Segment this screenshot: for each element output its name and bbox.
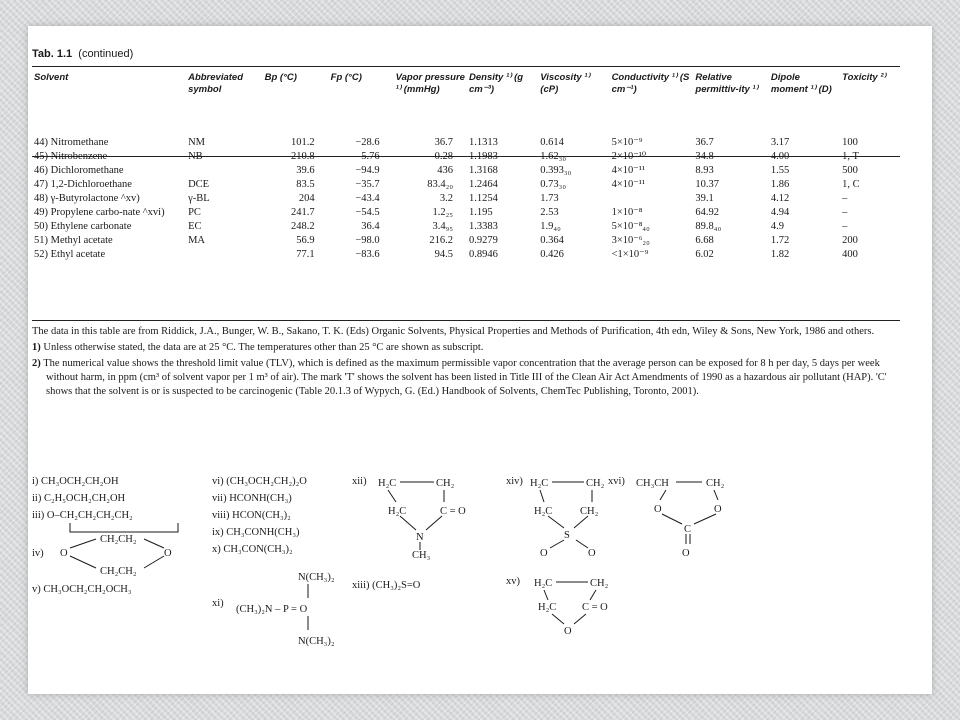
structure-xi-label: xi) [212,598,224,609]
atom-n: N [416,532,424,543]
atom-o: O [564,626,572,637]
structure-iv-top: CH₂CH₂ [100,534,137,545]
table-cell: 1.1313 [469,137,498,148]
structure-xi-bottom: N(CH₃)₂ [298,636,335,647]
solvent-name-cell: 45) Nitrobenzene [34,151,108,162]
table-row [32,192,900,206]
table-cell: 36.4 [361,221,380,232]
atom-c-carbonyl: C = O [582,602,608,613]
table-cell: MA [188,235,206,246]
atom-ch2: CH₂ [586,478,605,489]
table-cell: 216.2 [429,235,453,246]
table-cell: 200 [842,235,858,246]
table-cell: 8.93 [695,165,714,176]
column-header: Toxicity ²⁾ [842,72,886,83]
table-cell: 1.3168 [469,165,498,176]
footnote-2-text: The numerical value shows the threshold limit value (TLV), which is defined as the maximum permissible vapor concentration that the average person can be exposed for 8 h per day, 5 days per week without harm, in ppm (cm³ of solvent vapor per 1 m³ of air). The mark 'T' shows the solvent has been listed in Title III of the Clean Air Act Amendments of 1990 as a hazardous air pollutant (HAP). 'C' shows that the solvent is or is suspected to be carcinogenic (Table 20.1.3 of Wypych, G. (Ed.) Handbook of Solvents, ChemTec Publishing, Toronto, 2001). [43,358,887,397]
table-cell: 4.00 [770,151,790,162]
table-cell: 0.364 [540,235,564,246]
table-cell: 204 [298,193,315,204]
solvent-name-cell: 52) Ethyl acetate [34,249,106,260]
table-cell: −28.6 [355,137,380,148]
atom-h2c: H₂C [530,478,549,489]
atom-c: C [684,524,692,535]
table-cell: −54.5 [355,207,380,218]
table-cell: 0.28 [434,151,453,162]
table-cell: −43.4 [355,193,380,204]
structure-xi-left: (CH₃)₂N – P = O [236,604,308,615]
atom-o-left: O [60,548,68,559]
table-cell: 0.73₃₀ [540,179,566,190]
structure-v: v) CH₃OCH₂CH₂OCH₃ [32,584,132,595]
table-cell: 1.1254 [469,193,498,204]
column-header: Conductivity ¹⁾ (S cm⁻¹) [611,72,690,95]
table-cell: 436 [437,165,453,176]
table-caption-suffix: (continued) [78,48,134,60]
atom-h2c: H₂C [534,578,553,589]
structure-xvi-propylene-carbonate [636,468,756,568]
table-row [32,206,900,220]
table-cell: 4×10⁻¹¹ [611,165,646,176]
table-cell: 89.8₄₀ [695,221,722,232]
table-cell: 2×10⁻¹⁰ [611,151,647,162]
solvent-name-cell: 51) Methyl acetate [34,235,113,246]
structure-iv-label: iv) [32,548,44,559]
table-cell: NB [188,151,203,162]
table-cell: 3.17 [770,137,790,148]
table-cell: 39.6 [296,165,315,176]
table-cell: −94.9 [355,165,380,176]
table-cell: 36.7 [434,137,453,148]
atom-s: S [564,530,570,541]
solvent-table-wrapper [32,68,900,262]
table-cell: 3.4₉₅ [432,221,453,232]
structure-iv-dioxane [56,532,186,582]
atom-o-carbonyl: O [682,548,690,559]
atom-h2c: H₂C [378,478,397,489]
table-cell: 83.5 [296,179,315,190]
solvent-name-cell: 49) Propylene carbo-nate ^xvi) [34,207,165,218]
table-body [32,128,900,262]
table-header-row [32,68,900,128]
solvent-name-cell: 44) Nitromethane [34,137,109,148]
structure-formulas [28,440,904,670]
table-cell: – [842,221,848,232]
table-cell: 2.53 [540,207,559,218]
table-cell: 5.76 [361,151,380,162]
column-header: Fp (°C) [330,72,362,83]
table-cell: <1×10⁻⁹ [611,249,649,260]
footnote-1 [32,341,898,355]
structure-xv-label: xv) [506,576,520,587]
structure-xi-top: N(CH₃)₂ [298,572,335,583]
table-row [32,234,900,248]
atom-ch2-lower: CH₂ [580,506,599,517]
table-cell [186,248,263,262]
table-row [32,178,900,192]
column-header: Dipole moment ¹⁾ (D) [770,72,832,95]
solvent-name-cell: 48) γ-Butyrolactone ^xv) [34,193,140,204]
table-cell: 0.393₃₀ [540,165,572,176]
table-cell: 4.12 [770,193,790,204]
table-cell: 64.92 [695,207,720,218]
table-bottom-rule [32,320,900,321]
table-cell: 83.4₂₀ [427,179,453,190]
atom-ch2: CH₂ [590,578,609,589]
table-notes [32,325,898,401]
structure-xii-nmp [378,468,488,561]
column-header: Density ¹⁾ (g cm⁻³) [469,72,524,95]
table-row [32,164,900,178]
structure-xvi-label: xvi) [608,476,625,487]
structure-iv-bottom: CH₂CH₂ [100,566,137,577]
table-cell: – [842,207,848,218]
table-cell: −98.0 [355,235,380,246]
table-top-rule [32,66,900,67]
table-row [32,128,900,150]
table-cell: 6.68 [695,235,714,246]
atom-c-carbonyl: C = O [440,506,466,517]
table-cell: 400 [842,249,858,260]
structure-vii: vii) HCONH(CH₃) [212,493,292,504]
table-cell: 241.7 [291,207,315,218]
table-cell: 1.9₄₀ [540,221,561,232]
table-caption [32,48,133,60]
structure-iii: iii) O–CH₂CH₂CH₂CH₂ [32,510,133,521]
table-cell: 77.1 [296,249,315,260]
table-cell: 500 [842,165,858,176]
footnote-1-mark: 1) [32,342,41,353]
footnote-2-mark: 2) [32,358,41,369]
column-header: Relative permittiv-ity ¹⁾ [695,72,758,95]
table-cell: 5×10⁻⁹ [611,137,643,148]
atom-o-left: O [540,548,548,559]
column-header: Vapor pressure ¹⁾ (mmHg) [395,72,465,95]
table-cell: 5×10⁻⁸₄₀ [611,221,650,232]
table-cell: PC [188,207,201,218]
table-cell: EC [188,221,202,232]
structure-x: x) CH₃CON(CH₃)₂ [212,544,293,555]
solvent-name-cell: 47) 1,2-Dichloroethane [34,179,132,190]
table-cell: 36.7 [695,137,714,148]
solvent-name-cell: 50) Ethylene carbonate [34,221,132,232]
table-cell: 0.9279 [469,235,498,246]
table-cell: NM [188,137,206,148]
atom-h2c-lower: H₂C [538,602,557,613]
structure-i: i) CH₃OCH₂CH₂OH [32,476,119,487]
table-cell: 1.3383 [469,221,498,232]
table-cell: 101.2 [291,137,315,148]
structure-ix: ix) CH₃CONH(CH₃) [212,527,300,538]
atom-ch3: CH₃ [412,550,431,561]
table-cell: 94.5 [434,249,453,260]
table-cell: 1.2464 [469,179,498,190]
table-cell [186,164,263,178]
table-cell: 1.86 [770,179,790,190]
table-row [32,220,900,234]
table-cell: 34.8 [695,151,714,162]
table-cell: 1.2₂₅ [432,207,453,218]
table-cell: – [842,193,848,204]
table-cell: 3×10⁻⁶₂₀ [611,235,650,246]
atom-ch2: CH₂ [706,478,725,489]
table-cell: 6.02 [695,249,714,260]
source-note: The data in this table are from Riddick, J.A., Bunger, W. B., Sakano, T. K. (Eds) Organic Solvents, Physical Properties and Methods of Purification, 4th edn, Wiley & Sons, New York, 1986 and others. [32,326,875,337]
solvent-table [32,68,900,262]
table-cell: 1, C [842,179,860,190]
table-cell: −83.6 [355,249,380,260]
table-cell: 1.1983 [469,151,498,162]
table-cell: DCE [188,179,210,190]
table-cell: 0.426 [540,249,564,260]
table-cell: 210.8 [291,151,315,162]
footnote-1-text: Unless otherwise stated, the data are at 25 °C. The temperatures other than 25 °C are shown as subscript. [43,342,484,353]
structure-viii: viii) HCON(CH₃)₂ [212,510,291,521]
table-cell: 1.195 [469,207,493,218]
table-cell: 4.94 [770,207,790,218]
atom-ch2: CH₂ [436,478,455,489]
structure-xv-butyrolactone [534,568,634,648]
structure-xiii: xiii) (CH₃)₂S=O [352,580,421,591]
table-row [32,150,900,164]
atom-h2c-lower: H₂C [388,506,407,517]
table-cell: 3.2 [439,193,453,204]
atom-o-right: O [588,548,596,559]
table-cell: 4×10⁻¹¹ [611,179,646,190]
table-cell: 39.1 [695,193,714,204]
column-header: Bp (°C) [264,72,297,83]
column-header: Solvent [34,72,69,83]
structure-xii-label: xii) [352,476,367,487]
table-cell: 0.8946 [469,249,498,260]
table-cell: 1.72 [770,235,790,246]
structure-ii: ii) C₂H₅OCH₂CH₂OH [32,493,126,504]
solvent-name-cell: 46) Dichloromethane [34,165,124,176]
table-cell: −35.7 [355,179,380,190]
table-number: Tab. 1.1 [32,48,73,60]
structure-xiv-label: xiv) [506,476,523,487]
atom-o-left: O [654,504,662,515]
column-header: Viscosity ¹⁾ (cP) [540,72,590,95]
table-cell: 1, T [842,151,859,162]
table-cell: 1×10⁻⁸ [611,207,643,218]
table-cell: 248.2 [291,221,315,232]
footnote-2 [32,357,898,399]
table-cell: 100 [842,137,858,148]
table-cell: 56.9 [296,235,315,246]
atom-h2c-lower: H₂C [534,506,553,517]
table-row [32,248,900,262]
atom-o-right: O [164,548,172,559]
table-cell [610,192,694,206]
table-cell: 0.614 [540,137,564,148]
column-header: Abbreviated symbol [188,72,243,95]
table-cell: 1.82 [770,249,790,260]
table-cell: 1.73 [540,193,559,204]
table-cell: 1.62₃₀ [540,151,566,162]
table-cell: 10.37 [695,179,720,190]
atom-o-right: O [714,504,722,515]
table-cell: 4.9 [770,221,785,232]
table-cell: γ-BL [188,193,210,204]
atom-ch3ch: CH₃CH [636,478,669,489]
table-cell: 1.55 [770,165,790,176]
structure-vi: vi) (CH₃OCH₂CH₂)₂O [212,476,307,487]
